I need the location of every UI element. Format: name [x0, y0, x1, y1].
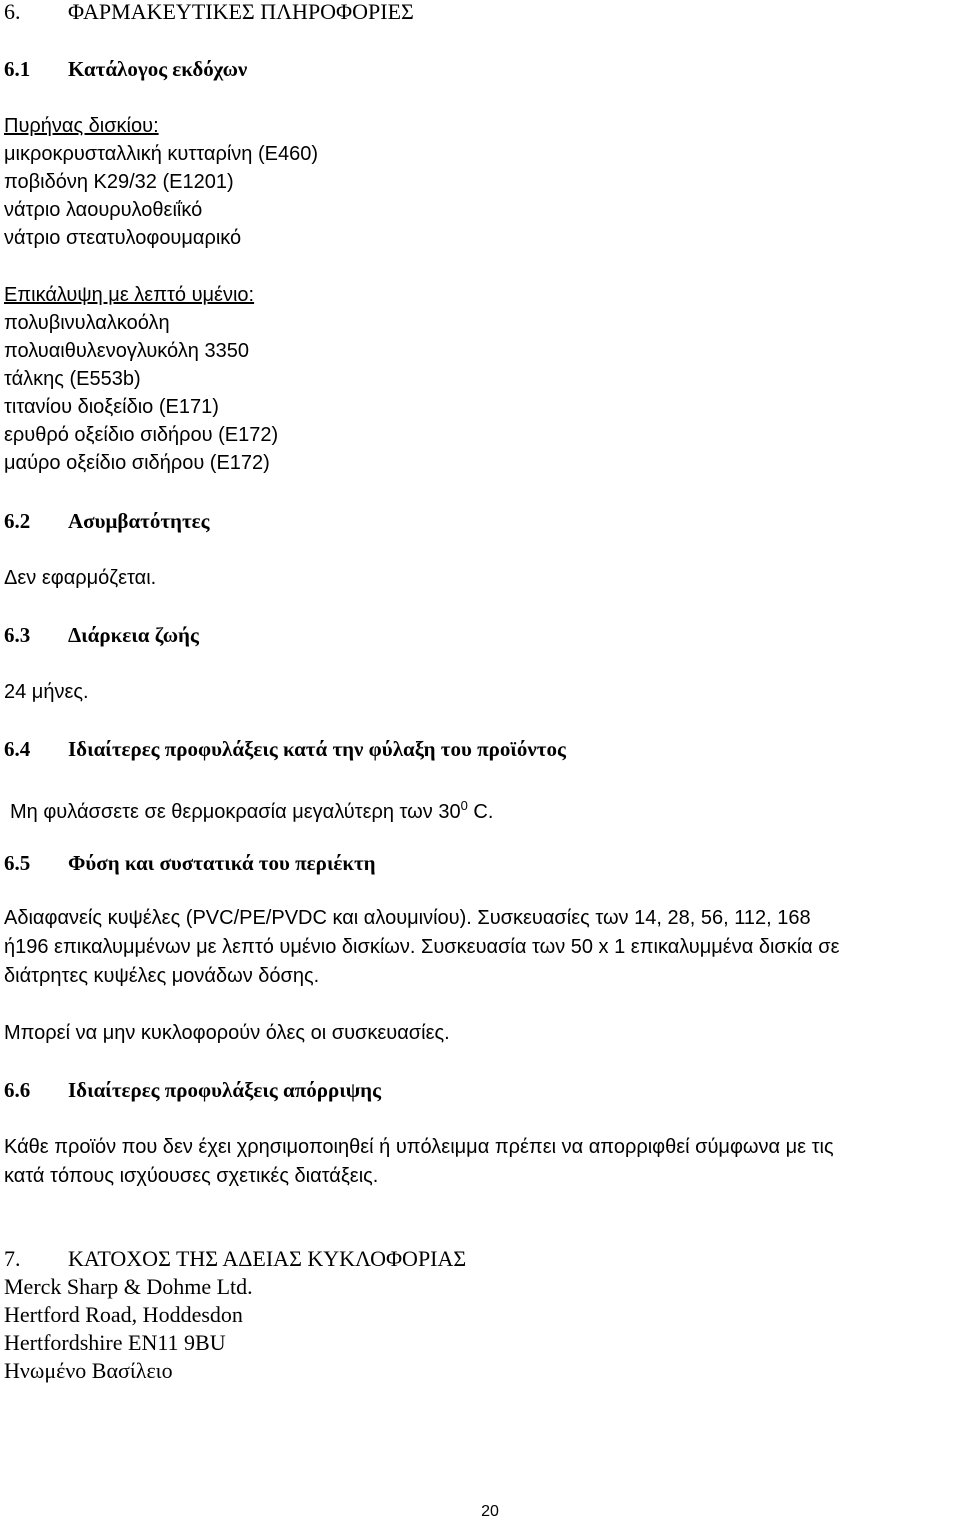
- page-number: 20: [481, 1503, 499, 1520]
- holder-address-line: Ηνωμένο Βασίλειο: [4, 1358, 173, 1383]
- coating-item: ερυθρό οξείδιο σιδήρου (E172): [4, 424, 279, 446]
- holder-address-line: Merck Sharp & Dohme Ltd.: [4, 1274, 253, 1299]
- core-label: Πυρήνας δισκίου:: [4, 115, 159, 137]
- section-6-heading: [4, 0, 414, 26]
- coating-item: πολυβινυλαλκοόλη: [4, 312, 170, 334]
- subsection-6-3-heading: [4, 621, 199, 649]
- container-text-line: ή196 επικαλυμμένων με λεπτό υμένιο δισκίων. Συσκευασία των 50 x 1 επικαλυμμένα δισκία σε: [4, 936, 840, 958]
- section-number: 6.: [4, 0, 21, 24]
- core-item: νάτριο λαουρυλοθειΐκό: [4, 199, 203, 221]
- disposal-text-line: κατά τόπους ισχύουσες σχετικές διατάξεις.: [4, 1165, 379, 1187]
- subsection-6-2-heading: [4, 507, 209, 535]
- subsection-number: 6.4: [4, 737, 31, 761]
- storage-superscript: 0: [460, 798, 468, 813]
- container-text-line: Αδιαφανείς κυψέλες (PVC/PE/PVDC και αλουμινίου). Συσκευασίες των 14, 28, 56, 112, 168: [4, 907, 811, 929]
- section-7-heading: [4, 1245, 466, 1273]
- subsection-title: Ιδιαίτερες προφυλάξεις απόρριψης: [68, 1078, 381, 1102]
- holder-address-line: Hertford Road, Hoddesdon: [4, 1302, 243, 1327]
- subsection-title: Ιδιαίτερες προφυλάξεις κατά την φύλαξη του προϊόντος: [68, 737, 566, 761]
- container-text-line: διάτρητες κυψέλες μονάδων δόσης.: [4, 965, 320, 987]
- coating-item: πολυαιθυλενογλυκόλη 3350: [4, 340, 249, 362]
- storage-text: [10, 792, 494, 823]
- subsection-6-1-heading: [4, 55, 247, 83]
- subsection-number: 6.2: [4, 509, 31, 533]
- subsection-number: 6.3: [4, 623, 31, 647]
- storage-text-unit: C.: [467, 801, 494, 823]
- storage-text-main: Μη φυλάσσετε σε θερμοκρασία μεγαλύτερη των 30: [10, 801, 461, 823]
- coating-item: τάλκης (E553b): [4, 368, 141, 390]
- subsection-title: Διάρκεια ζωής: [68, 623, 199, 647]
- shelf-life-text: 24 μήνες.: [4, 681, 89, 703]
- subsection-6-4-heading: [4, 735, 566, 763]
- subsection-number: 6.5: [4, 851, 31, 875]
- core-item: ποβιδόνη K29/32 (E1201): [4, 171, 234, 193]
- core-item: νάτριο στεατυλοφουμαρικό: [4, 227, 242, 249]
- subsection-number: 6.1: [4, 57, 31, 81]
- holder-address-line: Hertfordshire EN11 9BU: [4, 1330, 226, 1355]
- section-title: ΦΑΡΜΑΚΕΥΤΙΚΕΣ ΠΛΗΡΟΦΟΡΙΕΣ: [68, 0, 414, 24]
- coating-item: τιτανίου διοξείδιο (E171): [4, 396, 219, 418]
- disposal-text-line: Κάθε προϊόν που δεν έχει χρησιμοποιηθεί ή υπόλειμμα πρέπει να απορριφθεί σύμφωνα με τις: [4, 1136, 834, 1158]
- subsection-6-5-heading: [4, 849, 376, 877]
- subsection-number: 6.6: [4, 1078, 31, 1102]
- subsection-6-6-heading: [4, 1076, 381, 1104]
- section-title: ΚΑΤΟΧΟΣ ΤΗΣ ΑΔΕΙΑΣ ΚΥΚΛΟΦΟΡΙΑΣ: [68, 1246, 467, 1271]
- incompatibilities-text: Δεν εφαρμόζεται.: [4, 567, 157, 589]
- section-number: 7.: [4, 1246, 21, 1271]
- subsection-title: Κατάλογος εκδόχων: [68, 57, 248, 81]
- container-note: Μπορεί να μην κυκλοφορούν όλες οι συσκευασίες.: [4, 1022, 450, 1044]
- coating-label: Επικάλυψη με λεπτό υμένιο:: [4, 284, 255, 306]
- subsection-title: Ασυμβατότητες: [68, 509, 210, 533]
- core-item: μικροκρυσταλλική κυτταρίνη (E460): [4, 143, 318, 165]
- subsection-title: Φύση και συστατικά του περιέκτη: [68, 851, 376, 875]
- coating-item: μαύρο οξείδιο σιδήρου (E172): [4, 452, 270, 474]
